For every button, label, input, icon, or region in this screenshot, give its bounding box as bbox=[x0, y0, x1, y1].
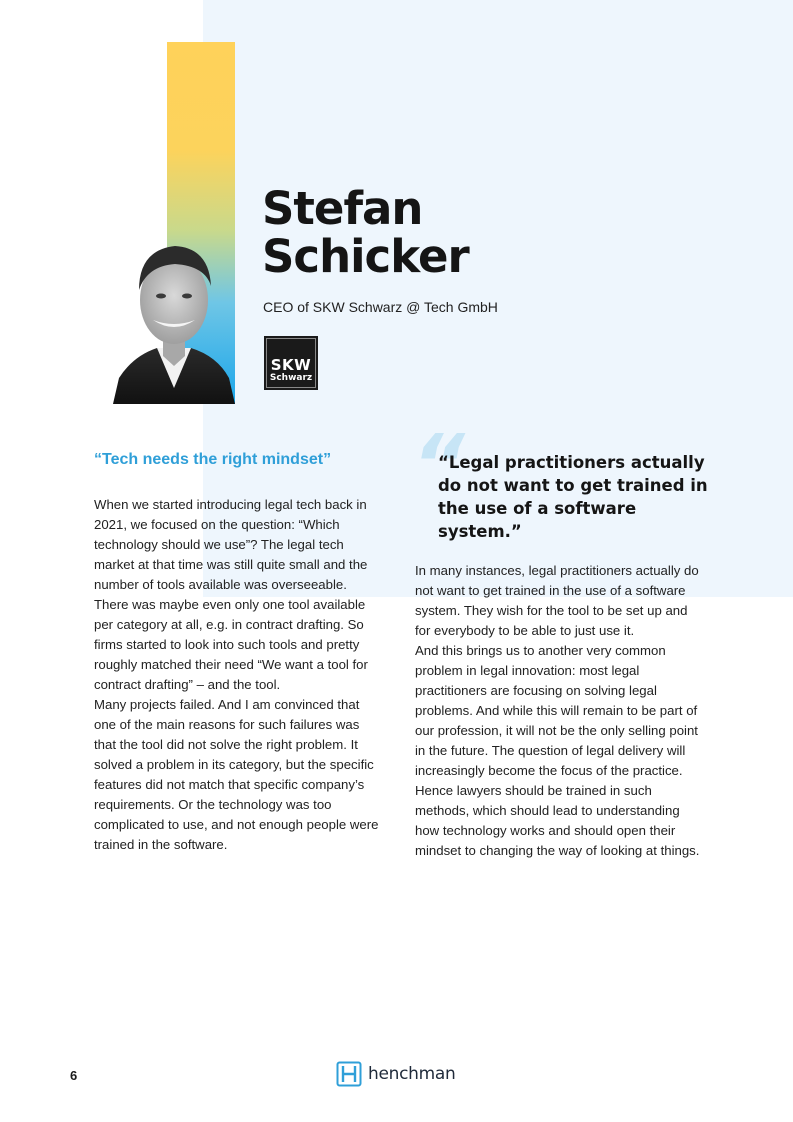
last-name: Schicker bbox=[262, 230, 469, 283]
quote-mark-icon: “ bbox=[412, 418, 465, 513]
right-body bbox=[415, 561, 705, 861]
job-title: CEO of SKW Schwarz @ Tech GmbH bbox=[263, 299, 498, 315]
section-heading: “Tech needs the right mindset” bbox=[94, 451, 332, 468]
paragraph: In many instances, legal practitioners actually do not want to get trained in the use of a software system. They wish for the tool to be set up and for everybody to be able to just use it. bbox=[415, 563, 699, 638]
logo-sub-text: Schwarz bbox=[269, 373, 313, 383]
brand-name: henchman bbox=[368, 1064, 456, 1084]
page-number: 6 bbox=[70, 1068, 78, 1083]
portrait-photo bbox=[113, 228, 235, 404]
paragraph: Many projects failed. And I am convinced that one of the main reasons for such failures was that the tool did not solve the right problem. It solved a problem in its category, but the specific features did not match that specific company’s requirements. Or the technology was too complicated to use, and not enough people were trained in the software. bbox=[94, 697, 379, 852]
paragraph: And this brings us to another very common problem in legal innovation: most legal practitioners are focusing on solving legal problems. And while this will remain to be part of our profession, it will not be the only selling point in the future. The question of legal delivery will increasingly become the focus of the practice. bbox=[415, 643, 698, 778]
paragraph: Hence lawyers should be trained in such methods, which should lead to understanding how technology works and should open their mindset to changing the way of looking at things. bbox=[415, 783, 700, 858]
paragraph: When we started introducing legal tech back in 2021, we focused on the question: “Which technology should we use”? The legal tech market at that time was still quite small and the number of tools available was overseeable. There was maybe even only one tool available per category at all, e.g. in contract drafting. So firms started to look into such tools and pretty roughly matched their need “We want a tool for contract drafting” – and the tool. bbox=[94, 497, 368, 692]
left-body bbox=[94, 495, 384, 855]
person-name bbox=[262, 182, 469, 283]
left-column bbox=[94, 450, 384, 855]
right-column bbox=[415, 561, 705, 861]
logo-main-text: SKW bbox=[270, 356, 312, 374]
skw-schwarz-logo bbox=[264, 336, 318, 390]
pull-quote: “Legal practitioners actually do not want to get trained in the use of a software system.” bbox=[438, 453, 708, 541]
henchman-logo-icon bbox=[336, 1061, 362, 1087]
first-name: Stefan bbox=[262, 182, 423, 235]
henchman-logo bbox=[336, 1060, 455, 1088]
